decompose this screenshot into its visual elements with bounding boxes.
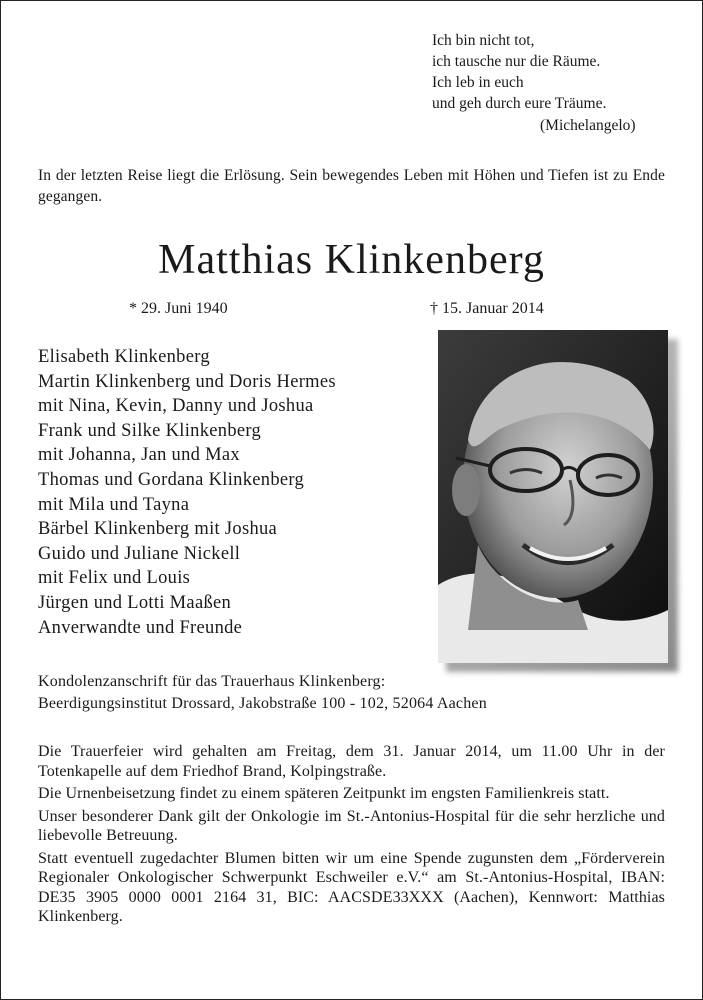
poem-line: Ich leb in euch: [432, 74, 524, 91]
intro-text: In der letzten Reise liegt die Erlösung. Sein bewegendes Leben mit Höhen und Tiefen ist zu Ende gegangen.: [38, 167, 665, 205]
family-line: Elisabeth Klinkenberg: [38, 347, 210, 367]
family-line: mit Felix und Louis: [38, 568, 191, 589]
poem-attribution: (Michelangelo): [540, 117, 636, 134]
poem-line: und geh durch eure Träume.: [432, 95, 607, 112]
portrait-illustration: [438, 330, 668, 663]
details-paragraph: Unser besonderer Dank gilt der Onkologie im St.-Antonius-Hospital für die sehr herzliche und liebevolle Betreuung.: [38, 807, 665, 844]
family-line: Martin Klinkenberg und Doris Hermes: [38, 371, 336, 392]
poem-line: Ich bin nicht tot,: [432, 32, 535, 49]
family-line: Jürgen und Lotti Maaßen: [38, 592, 232, 613]
details-paragraph: Statt eventuell zugedachter Blumen bitten wir um eine Spende zugunsten dem „Förderverein Regionaler Onkologischer Schwerpunkt Eschweiler e.V.“ am St.-Antonius-Hospital, IBAN: DE35 3905 0000 0001 2164 31, BIC: AACSDE33XXX (Aachen), Kennwort: Matthias Klinkenberg.: [38, 849, 665, 925]
deceased-name: Matthias Klinkenberg: [158, 237, 545, 283]
address-line: Beerdigungsinstitut Drossard, Jakobstraße 100 - 102, 52064 Aachen: [38, 695, 487, 712]
details-paragraph: Die Trauerfeier wird gehalten am Freitag, dem 31. Januar 2014, um 11.00 Uhr in der Totenkapelle auf dem Friedhof Brand, Kolpingstraße.: [38, 743, 665, 780]
condolence-address: [38, 671, 487, 715]
family-line: mit Johanna, Jan und Max: [38, 445, 240, 466]
family-line: Guido und Juliane Nickell: [38, 543, 241, 564]
ceremony-details: [38, 742, 665, 930]
poem-line: ich tausche nur die Räume.: [432, 53, 601, 70]
family-line: Frank und Silke Klinkenberg: [38, 420, 262, 441]
family-line: Thomas und Gordana Klinkenberg: [38, 469, 305, 490]
address-line: Kondolenzanschrift für das Trauerhaus Klinkenberg:: [38, 673, 386, 690]
portrait-photo: [438, 330, 668, 663]
death-date: † 15. Januar 2014: [430, 300, 544, 317]
details-paragraph: Die Urnenbeisetzung findet zu einem späteren Zeitpunkt im engsten Familienkreis statt.: [38, 785, 610, 802]
birth-date: * 29. Juni 1940: [129, 300, 228, 317]
family-line: mit Mila und Tayna: [38, 494, 190, 515]
poem: [432, 30, 636, 136]
family-list: [38, 345, 336, 640]
family-line: Bärbel Klinkenberg mit Joshua: [38, 519, 278, 540]
family-line: mit Nina, Kevin, Danny und Joshua: [38, 396, 314, 417]
family-line: Anverwandte und Freunde: [38, 617, 243, 638]
